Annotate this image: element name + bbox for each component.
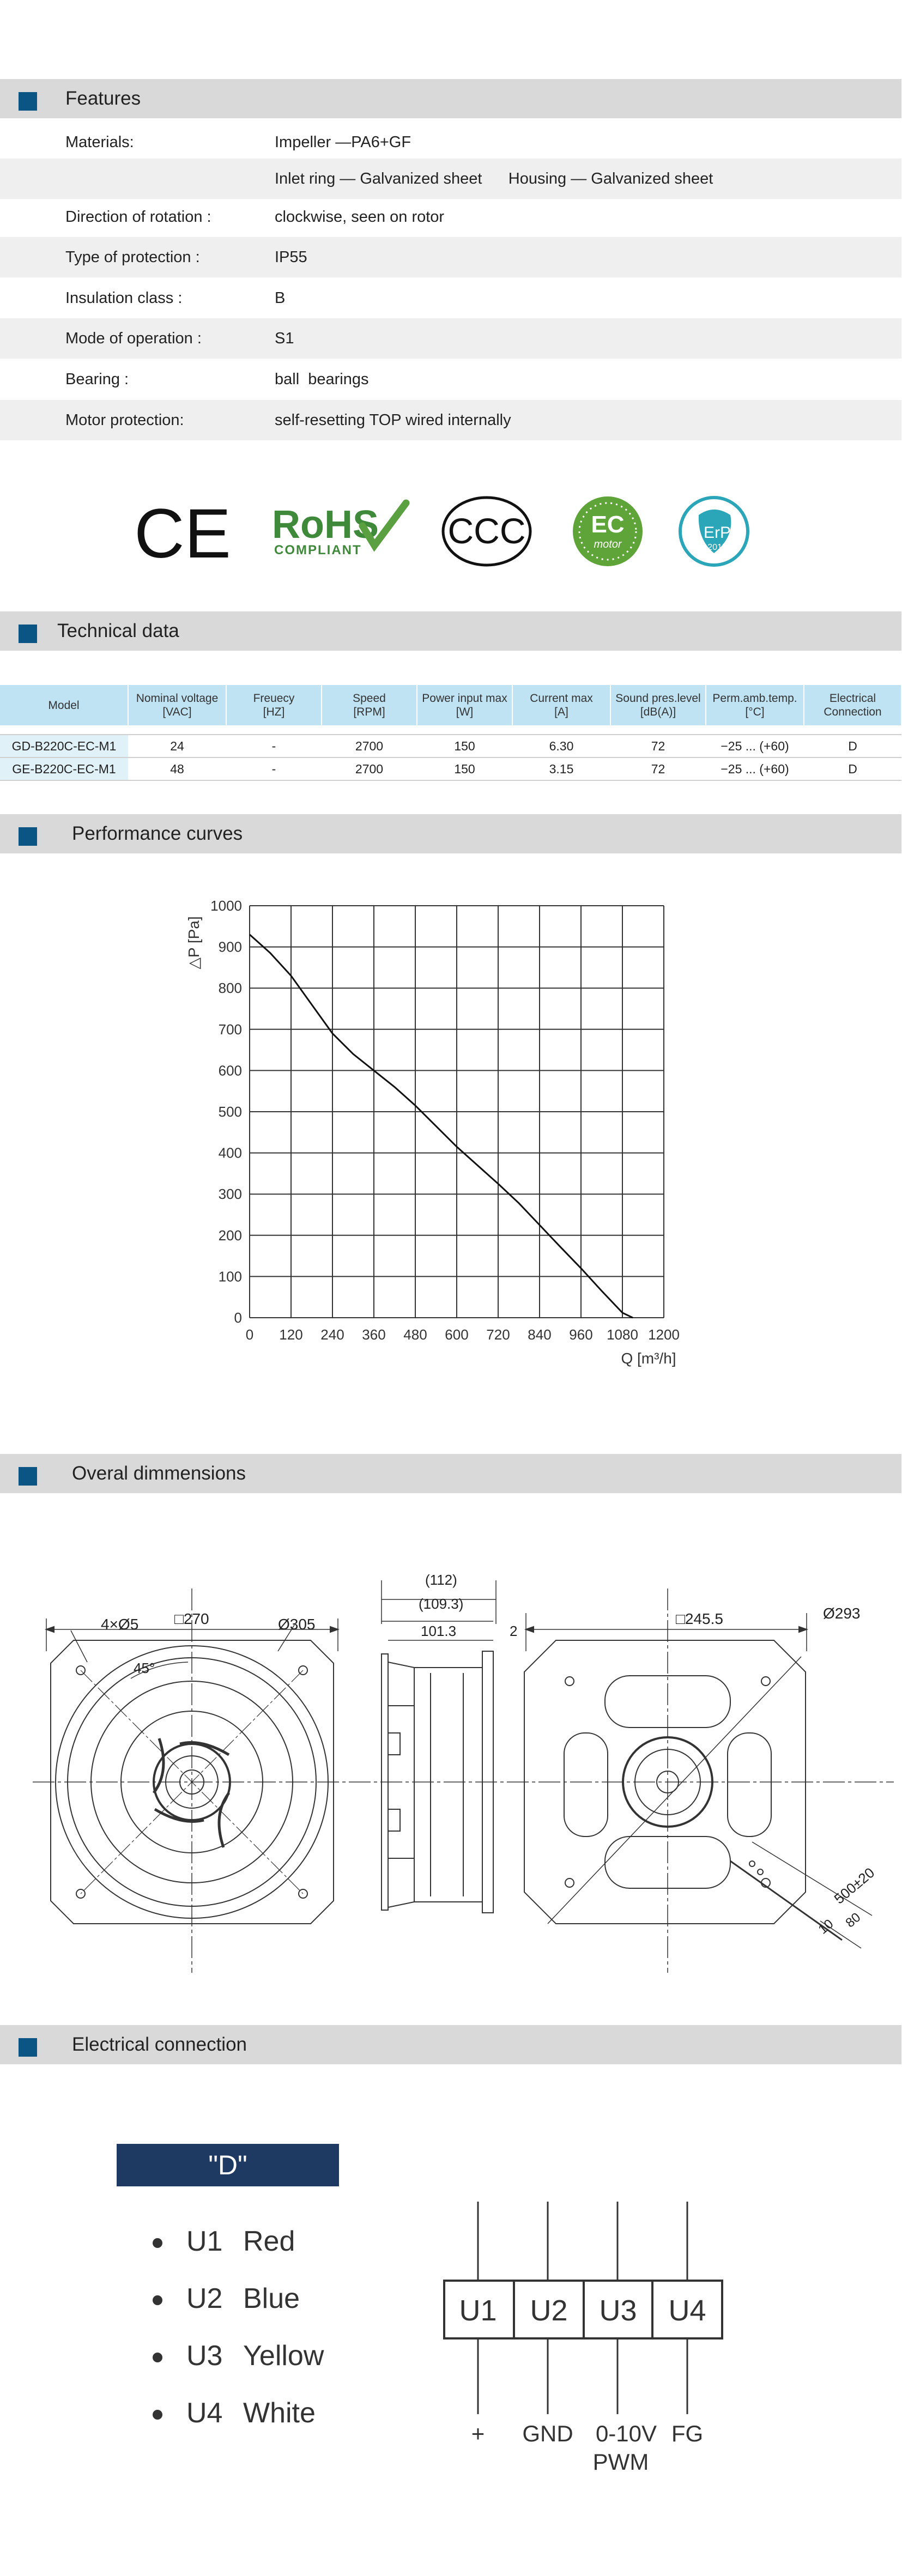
y-tick-label: 600 xyxy=(218,1062,242,1079)
section-marker xyxy=(19,92,37,111)
section-marker xyxy=(19,625,37,643)
side-depth-label: 101.3 xyxy=(421,1623,457,1639)
side-gap-label: 2 xyxy=(510,1623,518,1639)
electrical-header xyxy=(0,2025,901,2064)
x-axis-label: Q [m³/h] xyxy=(621,1350,676,1367)
column-header: Power input max [W] xyxy=(417,685,512,725)
cell-model: GD-B220C-EC-M1 xyxy=(0,735,128,757)
feature-label: Insulation class : xyxy=(65,289,183,307)
x-tick-label: 840 xyxy=(528,1326,552,1343)
y-tick-label: 900 xyxy=(218,938,242,955)
feature-row-materials xyxy=(0,122,901,162)
feature-value: Impeller —PA6+GF xyxy=(275,134,411,151)
feature-row-rotation xyxy=(0,197,901,237)
svg-text:CCC: CCC xyxy=(447,511,526,551)
column-header: Freuecy [HZ] xyxy=(226,685,322,725)
cell: - xyxy=(226,735,322,757)
x-tick-label: 120 xyxy=(279,1326,303,1343)
cell: 6.30 xyxy=(512,735,610,757)
column-header: Current max [A] xyxy=(512,685,610,725)
dimensions-title: Overal dimmensions xyxy=(72,1463,246,1484)
feature-row-insulation xyxy=(0,278,901,318)
technical-table xyxy=(0,685,902,781)
table-header-row xyxy=(0,685,901,725)
signal-0-10v: 0-10V xyxy=(595,2421,657,2446)
wire-item-u3: U3 Yellow xyxy=(153,2334,324,2378)
column-header: Electrical Connection xyxy=(804,685,901,725)
bullet-icon xyxy=(153,2295,162,2305)
section-marker xyxy=(19,1467,37,1486)
signal-gnd: GND xyxy=(522,2421,573,2446)
y-tick-label: 0 xyxy=(234,1310,242,1326)
cell: 48 xyxy=(128,757,226,780)
feature-row-operation xyxy=(0,318,901,359)
column-header: Model xyxy=(0,685,128,725)
rear-cable-label: 500±20 xyxy=(831,1864,878,1907)
front-diameter-label: Ø305 xyxy=(278,1616,316,1633)
cell: 3.15 xyxy=(512,757,610,780)
x-tick-label: 1080 xyxy=(607,1326,638,1343)
section-marker xyxy=(19,2038,37,2057)
rear-size-label: □245.5 xyxy=(676,1610,723,1627)
section-marker xyxy=(19,827,37,846)
cell: D xyxy=(804,757,901,780)
technical-header xyxy=(0,611,901,651)
performance-curve-line xyxy=(250,935,633,1318)
ec-motor-logo xyxy=(570,493,646,569)
feature-value: Inlet ring — Galvanized sheet Housing — Galvanized sheet xyxy=(275,170,713,187)
rear-strip2-label: 80 xyxy=(843,1910,864,1931)
bullet-icon xyxy=(153,2353,162,2362)
connection-label: "D" xyxy=(117,2144,339,2186)
column-header: Sound pres.level [dB(A)] xyxy=(610,685,706,725)
x-tick-label: 720 xyxy=(486,1326,510,1343)
feature-label: Motor protection: xyxy=(65,411,184,429)
cell: 2700 xyxy=(322,757,417,780)
cell: D xyxy=(804,735,901,757)
x-tick-label: 1200 xyxy=(648,1326,680,1343)
side-overall-label: (112) xyxy=(425,1572,457,1588)
performance-header xyxy=(0,814,901,853)
bullet-icon xyxy=(153,2238,162,2248)
terminal-u1: U1 xyxy=(459,2294,497,2327)
y-tick-label: 200 xyxy=(218,1227,242,1244)
signal-pwm: PWM xyxy=(592,2449,649,2475)
y-axis-label: △P [Pa] xyxy=(185,916,202,969)
dimension-drawings xyxy=(0,1559,901,1973)
y-tick-label: 1000 xyxy=(210,898,242,914)
svg-text:ErP: ErP xyxy=(703,524,731,542)
rear-strip-label: 10 xyxy=(815,1916,837,1937)
column-header: Perm.amb.temp. [°C] xyxy=(706,685,804,725)
front-size-label: □270 xyxy=(174,1610,209,1627)
feature-label: Type of protection : xyxy=(65,248,200,266)
column-header: Nominal voltage [VAC] xyxy=(128,685,226,725)
front-view-drawing xyxy=(46,1589,338,1973)
wire-item-u1: U1 Red xyxy=(153,2220,295,2263)
cell: 72 xyxy=(610,757,706,780)
feature-row-materials-2 xyxy=(0,159,901,199)
terminal-u3: U3 xyxy=(599,2294,637,2327)
table-row xyxy=(0,757,901,780)
cell: 72 xyxy=(610,735,706,757)
x-tick-label: 240 xyxy=(320,1326,344,1343)
y-tick-label: 100 xyxy=(218,1268,242,1285)
rear-view-drawing xyxy=(524,1589,872,1973)
electrical-title: Electrical connection xyxy=(72,2034,247,2055)
features-title: Features xyxy=(65,88,141,109)
ccc-logo xyxy=(440,493,533,569)
side-overall2-label: (109.3) xyxy=(419,1596,464,1612)
erp-logo xyxy=(676,493,752,569)
signal-fg: FG xyxy=(671,2421,704,2446)
feature-value: ball bearings xyxy=(275,371,369,388)
svg-text:2015: 2015 xyxy=(707,543,727,552)
feature-label: Direction of rotation : xyxy=(65,208,211,226)
performance-title: Performance curves xyxy=(72,823,243,844)
y-tick-label: 700 xyxy=(218,1021,242,1038)
cell: 150 xyxy=(417,735,512,757)
cell: −25 ... (+60) xyxy=(706,735,804,757)
signal-plus: + xyxy=(471,2421,485,2446)
feature-value: S1 xyxy=(275,330,294,347)
feature-value: clockwise, seen on rotor xyxy=(275,208,445,226)
feature-label: Materials: xyxy=(65,134,134,151)
svg-text:COMPLIANT: COMPLIANT xyxy=(274,543,362,557)
y-tick-label: 500 xyxy=(218,1104,242,1120)
technical-title: Technical data xyxy=(57,620,179,641)
x-tick-label: 960 xyxy=(569,1326,593,1343)
y-tick-label: 300 xyxy=(218,1186,242,1203)
svg-text:motor: motor xyxy=(594,538,622,550)
ce-logo xyxy=(134,493,231,573)
cell: - xyxy=(226,757,322,780)
svg-text:CE: CE xyxy=(134,495,231,573)
table-row xyxy=(0,735,901,757)
cell: 24 xyxy=(128,735,226,757)
feature-label: Bearing : xyxy=(65,371,129,388)
x-tick-label: 600 xyxy=(445,1326,469,1343)
rear-diameter-label: Ø293 xyxy=(823,1605,861,1622)
x-tick-label: 360 xyxy=(362,1326,386,1343)
column-header: Speed [RPM] xyxy=(322,685,417,725)
wire-item-u2: U2 Blue xyxy=(153,2277,300,2320)
svg-text:RoHS: RoHS xyxy=(272,503,379,547)
feature-row-motor-protection xyxy=(0,400,901,440)
feature-row-bearing xyxy=(0,359,901,399)
dimensions-header xyxy=(0,1454,901,1493)
rohs-logo xyxy=(270,493,411,569)
terminal-diagram xyxy=(425,2202,752,2485)
front-angle-label: 45° xyxy=(134,1660,155,1676)
features-header xyxy=(0,79,901,118)
cell: 150 xyxy=(417,757,512,780)
y-tick-label: 400 xyxy=(218,1144,242,1161)
wire-item-u4: U4 White xyxy=(153,2391,316,2435)
x-tick-label: 480 xyxy=(403,1326,427,1343)
feature-label: Mode of operation : xyxy=(65,330,202,347)
cell-model: GE-B220C-EC-M1 xyxy=(0,757,128,780)
cell: −25 ... (+60) xyxy=(706,757,804,780)
cell: 2700 xyxy=(322,735,417,757)
y-tick-label: 800 xyxy=(218,980,242,997)
front-holes-label: 4×Ø5 xyxy=(101,1616,139,1633)
terminal-u4: U4 xyxy=(668,2294,706,2327)
performance-chart xyxy=(0,872,901,1390)
terminal-u2: U2 xyxy=(530,2294,568,2327)
feature-value: IP55 xyxy=(275,248,307,266)
feature-value: self-resetting TOP wired internally xyxy=(275,411,511,429)
feature-value: B xyxy=(275,289,286,307)
svg-text:EC: EC xyxy=(591,511,625,538)
x-tick-label: 0 xyxy=(245,1326,254,1343)
bullet-icon xyxy=(153,2410,162,2420)
feature-row-protection xyxy=(0,237,901,277)
